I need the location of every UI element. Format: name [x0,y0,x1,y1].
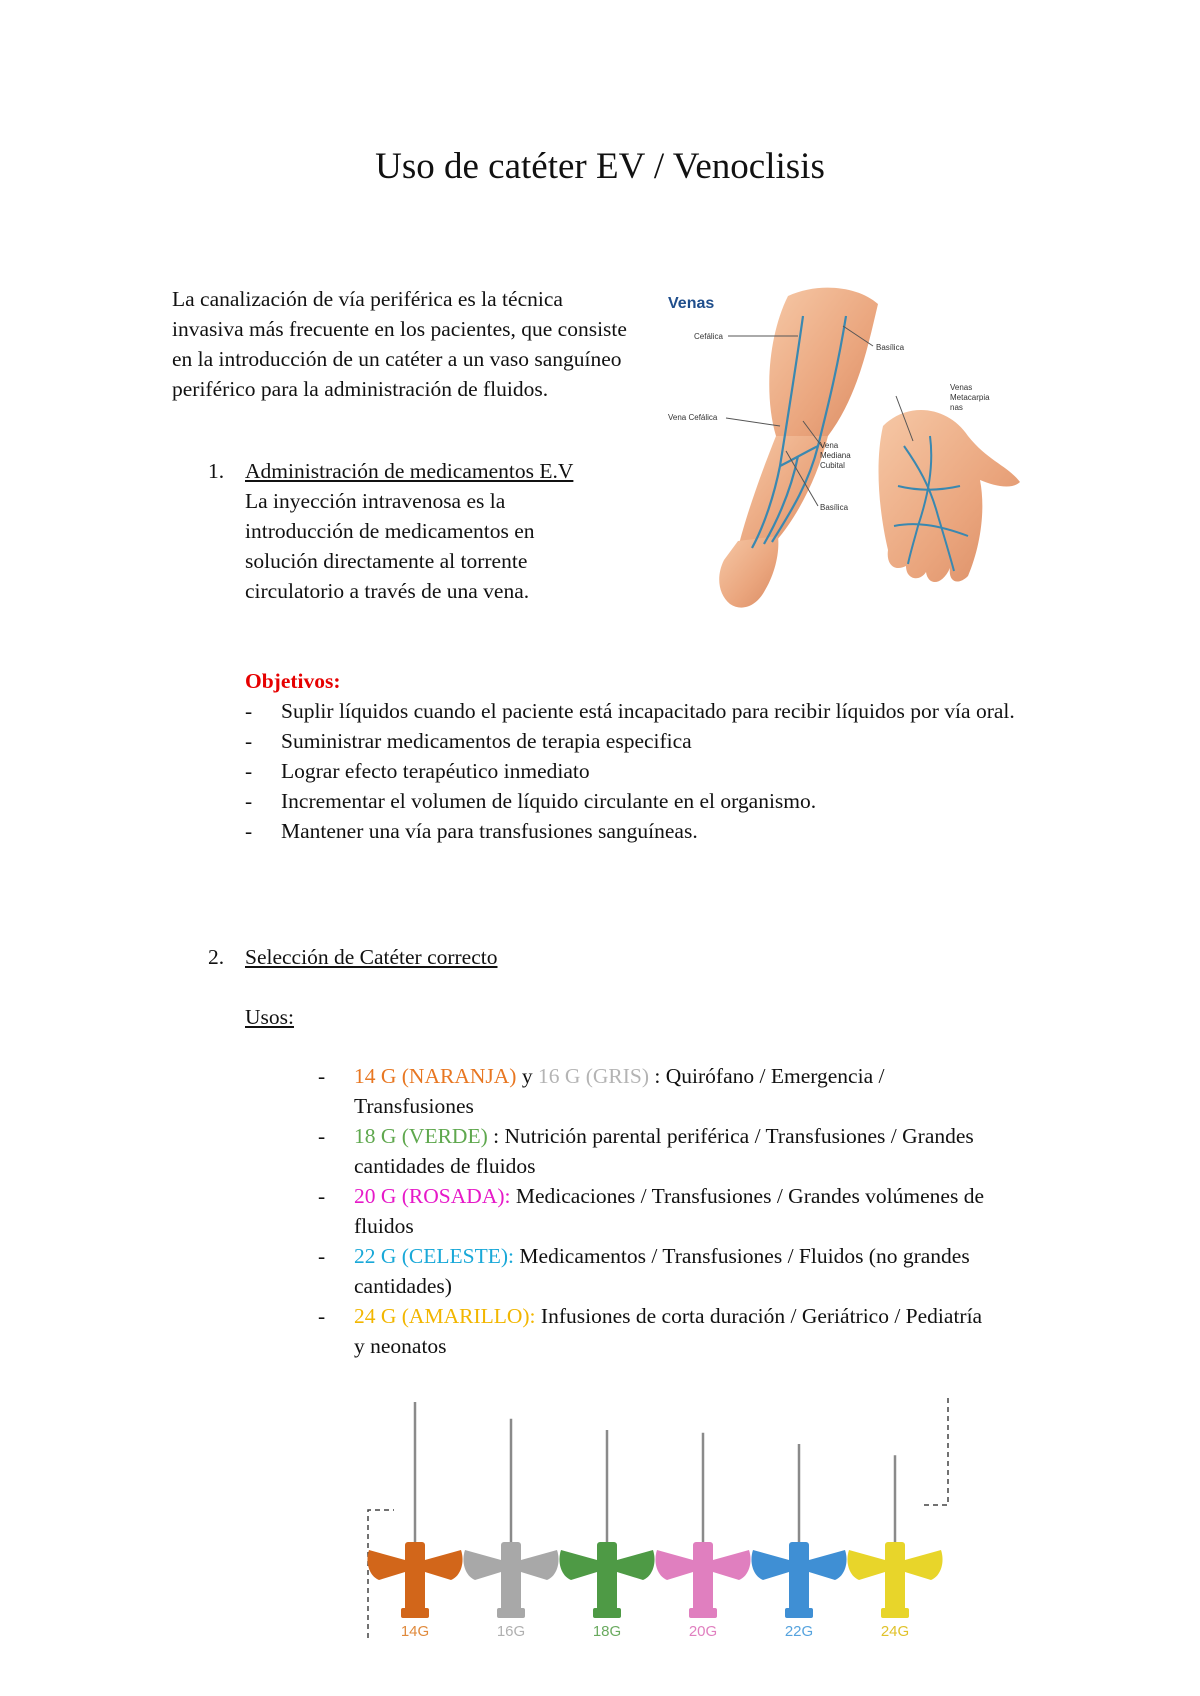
list-dash: - [245,819,253,843]
catheter-size-label: 22G [784,1623,814,1640]
catheter-size-label: 14G [400,1623,430,1640]
catheter-wing-left [655,1550,693,1580]
catheter-cap [689,1608,717,1618]
use-text-segment: Medicaciones / Transfusiones / Grandes volúmenes de fluidos [354,1184,984,1238]
guide-right [920,1398,948,1505]
use-item [318,1181,998,1241]
list-dash: - [318,1244,326,1268]
list-item [245,696,1045,726]
use-text-segment: Medicamentos / Transfusiones / Fluidos (no grandes cantidades) [354,1244,970,1298]
use-text-segment: 16 G (GRIS) [537,1064,650,1088]
section1-title: Administración de medicamentos E.V [245,459,574,483]
label-vena-mediana-1: Vena [820,441,839,450]
list-dash: - [318,1184,326,1208]
catheter-wing-left [367,1550,405,1580]
catheter-cap [881,1608,909,1618]
list-item [245,726,1045,756]
label-metacarpianas-3: nas [950,403,963,412]
label-basilica-bottom: Basílica [820,503,849,512]
catheter-cap [497,1608,525,1618]
list-dash: - [245,729,253,753]
objectives-list [245,696,1045,846]
label-vena-mediana-2: Mediana [820,451,851,460]
objective-text: Mantener una vía para transfusiones sanguíneas. [281,819,698,843]
catheter-wing-right [809,1550,847,1580]
catheter-wing-left [463,1550,501,1580]
section1-number: 1. [208,459,225,483]
list-dash: - [318,1124,326,1148]
catheter-body [501,1542,521,1612]
use-text-segment: y [516,1064,538,1088]
use-text-segment: 22 G (CELESTE): [354,1244,515,1268]
catheter-size-label: 16G [496,1623,526,1640]
catheter-wing-left [751,1550,789,1580]
use-item [318,1121,998,1181]
use-text-segment: 14 G (NARANJA) [354,1064,517,1088]
objectives-title: Objetivos: [245,669,341,693]
list-dash: - [245,759,253,783]
section2-number: 2. [208,945,225,969]
list-item [245,756,1045,786]
objective-text: Suministrar medicamentos de terapia especifica [281,729,692,753]
label-vena-mediana-3: Cubital [820,461,845,470]
use-text-segment: 24 G (AMARILLO): [354,1304,536,1328]
upper-arm-shape [769,288,878,436]
use-item [318,1301,998,1361]
catheter-wing-right [905,1550,943,1580]
use-text-segment: Infusiones de corta duración / Geriátrico / Pediatría y neonatos [354,1304,983,1358]
catheter-body [405,1542,425,1612]
catheter-size-label: 18G [592,1623,622,1640]
objective-text: Incrementar el volumen de líquido circulante en el organismo. [281,789,817,813]
catheter-wing-left [559,1550,597,1580]
arm-hand-shape [719,536,778,608]
list-dash: - [318,1064,326,1088]
use-item [318,1061,998,1121]
uses-list [318,1061,998,1361]
use-text-segment: : Nutrición parental periférica / Transfusiones / Grandes cantidades de fluidos [354,1124,974,1178]
catheter-wing-right [425,1550,463,1580]
catheter-body [789,1542,809,1612]
use-text-segment: 20 G (ROSADA): [354,1184,511,1208]
use-text-segment: : Quirófano / Emergencia / Transfusiones [354,1064,885,1118]
section1-body: La inyección intravenosa es la introducción de medicamentos en solución directamente al torrente circulatorio a través de una vena. [245,489,535,603]
page-title: Uso de catéter EV / Venoclisis [375,146,825,187]
catheter-cap [401,1608,429,1618]
objective-text: Lograr efecto terapéutico inmediato [281,759,590,783]
catheter-wing-right [521,1550,559,1580]
catheter-body [693,1542,713,1612]
label-metacarpianas-2: Metacarpia [950,393,990,402]
section2-title: Selección de Catéter correcto [245,945,498,969]
arm-veins-illustration [668,286,1044,622]
catheter-size-label: 20G [688,1623,718,1640]
catheter-cap [593,1608,621,1618]
catheter-body [597,1542,617,1612]
catheter-wing-right [713,1550,751,1580]
catheter-sizes-illustration [360,1390,956,1646]
use-item [318,1241,998,1301]
intro-paragraph: La canalización de vía periférica es la técnica invasiva más frecuente en los pacientes, que consiste en la introducción de un catéter a un vaso sanguíneo periférico para la administración de fluidos. [172,287,627,401]
use-text-segment: 18 G (VERDE) [354,1124,488,1148]
list-dash: - [245,699,253,723]
objective-text: Suplir líquidos cuando el paciente está incapacitado para recibir líquidos por vía oral. [281,699,1015,723]
label-metacarpianas-1: Venas [950,383,973,392]
catheter-size-label: 24G [880,1623,910,1640]
label-basilica-top: Basílica [876,343,905,352]
catheter-body [885,1542,905,1612]
label-vena-cefalica: Vena Cefálica [668,413,718,422]
list-item [245,816,1045,846]
list-item [245,786,1045,816]
veins-heading: Venas [668,295,715,312]
label-cefalica: Cefálica [694,332,723,341]
usos-label: Usos: [245,1005,294,1029]
list-dash: - [245,789,253,813]
list-dash: - [318,1304,326,1328]
catheter-wing-right [617,1550,655,1580]
catheter-cap [785,1608,813,1618]
catheter-wing-left [847,1550,885,1580]
